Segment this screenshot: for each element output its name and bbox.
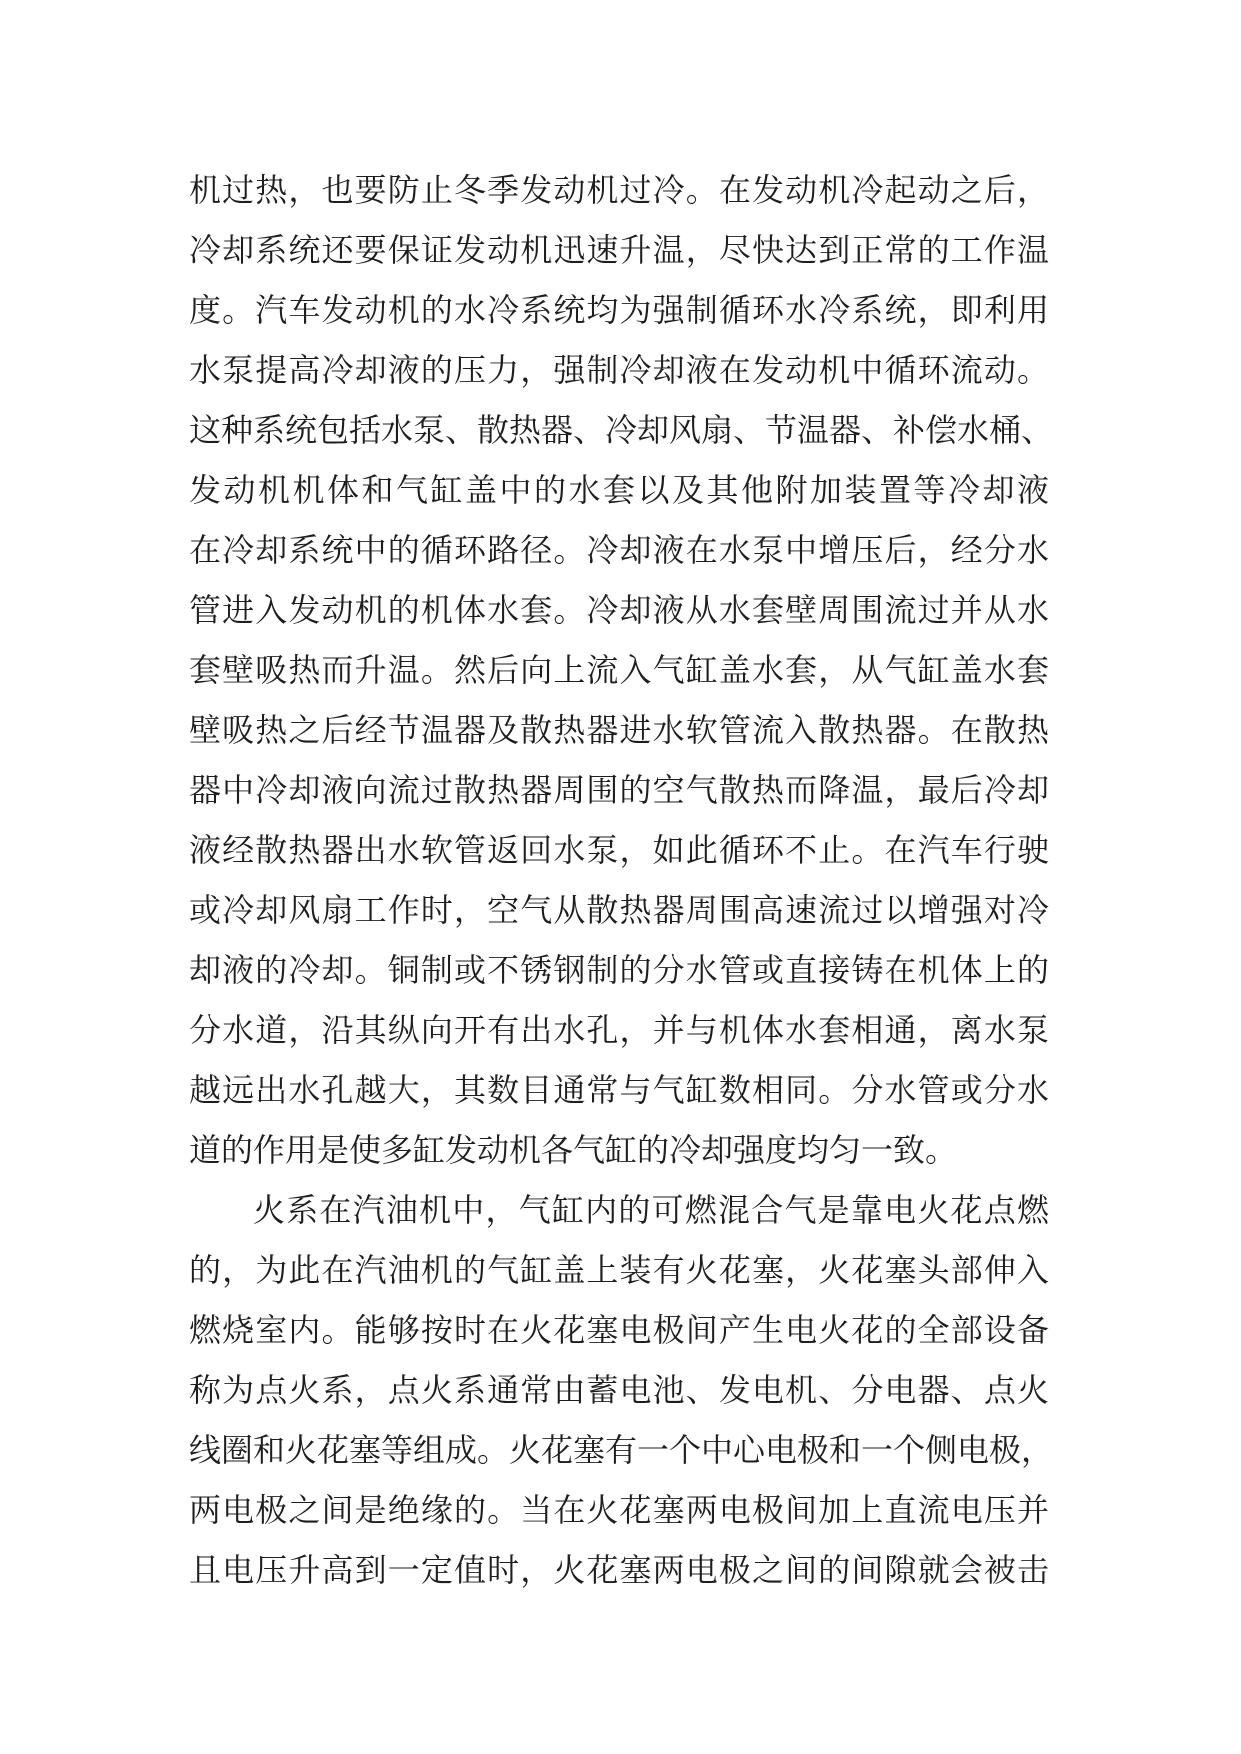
- text-line: 线圈和火花塞等组成。火花塞有一个中心电极和一个侧电极，: [189, 1431, 1054, 1469]
- text-line: 壁吸热之后经节温器及散热器进水软管流入散热器。在散热: [189, 711, 1049, 749]
- paragraph-last-line: 道的作用是使多缸发动机各气缸的冷却强度均匀一致。: [189, 1131, 958, 1169]
- text-line: 机过热，也要防止冬季发动机过冷。在发动机冷起动之后，: [189, 171, 1049, 209]
- text-line: 度。汽车发动机的水冷系统均为强制循环水冷系统，即利用: [189, 291, 1049, 329]
- paragraph-first-line: 火系在汽油机中，气缸内的可燃混合气是靠电火花点燃: [253, 1191, 1049, 1229]
- text-line: 或冷却风扇工作时，空气从散热器周围高速流过以增强对冷: [189, 891, 1049, 929]
- text-line: 两电极之间是绝缘的。当在火花塞两电极间加上直流电压并: [189, 1491, 1049, 1529]
- text-line: 的，为此在汽油机的气缸盖上装有火花塞，火花塞头部伸入: [189, 1251, 1049, 1289]
- text-line: 燃烧室内。能够按时在火花塞电极间产生电火花的全部设备: [189, 1311, 1049, 1349]
- text-line: 液经散热器出水软管返回水泵，如此循环不止。在汽车行驶: [189, 831, 1049, 869]
- text-line: 且电压升高到一定值时，火花塞两电极之间的间隙就会被击: [189, 1551, 1049, 1589]
- text-line: 套壁吸热而升温。然后向上流入气缸盖水套，从气缸盖水套: [189, 651, 1049, 689]
- text-line: 冷却系统还要保证发动机迅速升温，尽快达到正常的工作温: [189, 231, 1049, 269]
- text-line: 发动机机体和气缸盖中的水套以及其他附加装置等冷却液: [189, 471, 1049, 509]
- text-line: 越远出水孔越大，其数目通常与气缸数相同。分水管或分水: [189, 1071, 1049, 1109]
- text-line: 却液的冷却。铜制或不锈钢制的分水管或直接铸在机体上的: [189, 951, 1049, 989]
- body-text: [189, 160, 1054, 1600]
- text-line: 在冷却系统中的循环路径。冷却液在水泵中增压后，经分水: [189, 531, 1049, 569]
- text-line: 管进入发动机的机体水套。冷却液从水套壁周围流过并从水: [189, 591, 1049, 629]
- text-line: 水泵提高冷却液的压力，强制冷却液在发动机中循环流动。: [189, 351, 1049, 389]
- text-line: 器中冷却液向流过散热器周围的空气散热而降温，最后冷却: [189, 771, 1049, 809]
- text-line: 这种系统包括水泵、散热器、冷却风扇、节温器、补偿水桶、: [189, 411, 1054, 449]
- text-line: 称为点火系，点火系通常由蓄电池、发电机、分电器、点火: [189, 1371, 1049, 1409]
- text-line: 分水道，沿其纵向开有出水孔，并与机体水套相通，离水泵: [189, 1011, 1049, 1049]
